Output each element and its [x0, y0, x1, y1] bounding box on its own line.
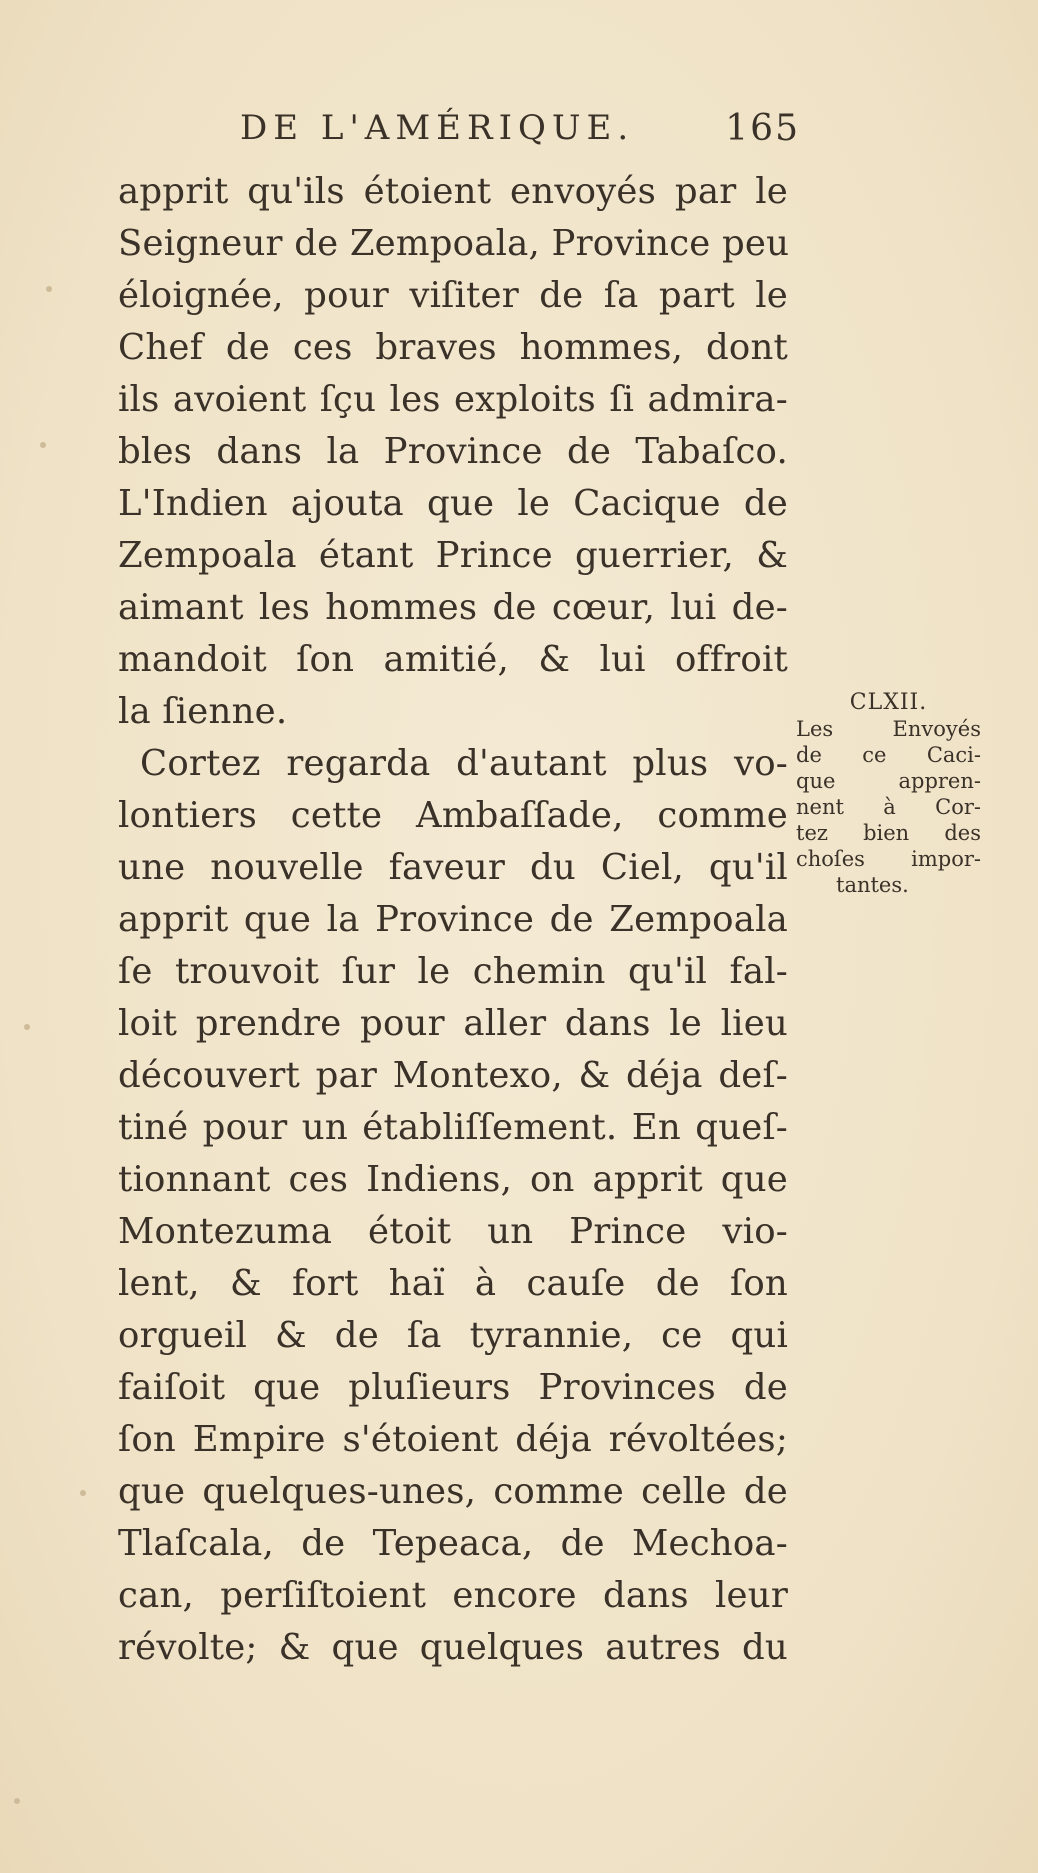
text-line: apprit qu'ils étoient envoyés par le	[118, 171, 788, 212]
text-line: orgueil & de ſa tyrannie, ce qui	[118, 1315, 788, 1356]
running-head: DE L'AMÉRIQUE.	[240, 108, 635, 148]
text-line: Seigneur de Zempoala, Province peu	[118, 223, 790, 264]
text-line: Tlaſcala, de Tepeaca, de Mechoa-	[118, 1523, 788, 1564]
text-line: Montezuma étoit un Prince vio-	[118, 1211, 788, 1252]
text-line: can, perſiſtoient encore dans leur	[118, 1575, 788, 1616]
marginal-note-line: nent à Cor-	[796, 795, 981, 819]
paper-spot	[24, 1024, 30, 1030]
text-line: ſon Empire s'étoient déja révoltées;	[118, 1419, 788, 1460]
text-line: une nouvelle faveur du Ciel, qu'il	[118, 847, 788, 888]
marginal-note-line: tantes.	[836, 873, 909, 897]
text-line: découvert par Montexo, & déja deſ-	[118, 1055, 788, 1096]
text-line: aimant les hommes de cœur, lui de-	[118, 587, 788, 628]
text-line: Zempoala étant Prince guerrier, &	[118, 535, 788, 576]
text-line: apprit que la Province de Zempoala	[118, 899, 788, 940]
text-line: bles dans la Province de Tabaſco.	[118, 431, 788, 472]
paper-spot	[46, 286, 52, 292]
paper-spot	[14, 1798, 20, 1804]
text-line: L'Indien ajouta que le Cacique de	[118, 483, 788, 524]
text-line: lontiers cette Ambaſſade, comme	[118, 795, 788, 836]
text-line: ils avoient ſçu les exploits ſi admira-	[118, 379, 788, 420]
text-line: tionnant ces Indiens, on apprit que	[118, 1159, 788, 1200]
paper-spot	[80, 1490, 86, 1496]
text-line: révolte; & que quelques autres du	[118, 1627, 788, 1668]
text-line: faiſoit que pluſieurs Provinces de	[118, 1367, 788, 1408]
text-line: que quelques-unes, comme celle de	[118, 1471, 788, 1512]
text-line: mandoit ſon amitié, & lui offroit	[118, 639, 788, 680]
text-line: loit prendre pour aller dans le lieu	[118, 1003, 788, 1044]
text-line: Cortez regarda d'autant plus vo-	[140, 743, 788, 784]
text-line: lent, & fort haï à cauſe de ſon	[118, 1263, 788, 1304]
marginal-note	[796, 690, 981, 898]
marginal-note-line: tez bien des	[796, 821, 981, 845]
paper-spot	[40, 442, 46, 448]
text-line: ſe trouvoit ſur le chemin qu'il fal-	[118, 951, 788, 992]
main-text	[118, 166, 788, 1674]
text-line: Chef de ces braves hommes, dont	[118, 327, 788, 368]
marginal-note-line: Les Envoyés	[796, 717, 981, 741]
page-header	[240, 108, 800, 148]
text-line: éloignée, pour viſiter de ſa part le	[118, 275, 788, 316]
marginal-note-line: choſes impor-	[796, 847, 981, 871]
marginal-note-number: CLXII.	[849, 690, 928, 715]
text-line: la ſienne.	[118, 691, 288, 732]
page-number: 165	[725, 108, 800, 149]
marginal-note-line: de ce Caci-	[796, 743, 981, 767]
text-line: tiné pour un établiſſement. En queſ-	[118, 1107, 788, 1148]
marginal-note-line: que appren-	[796, 769, 981, 793]
